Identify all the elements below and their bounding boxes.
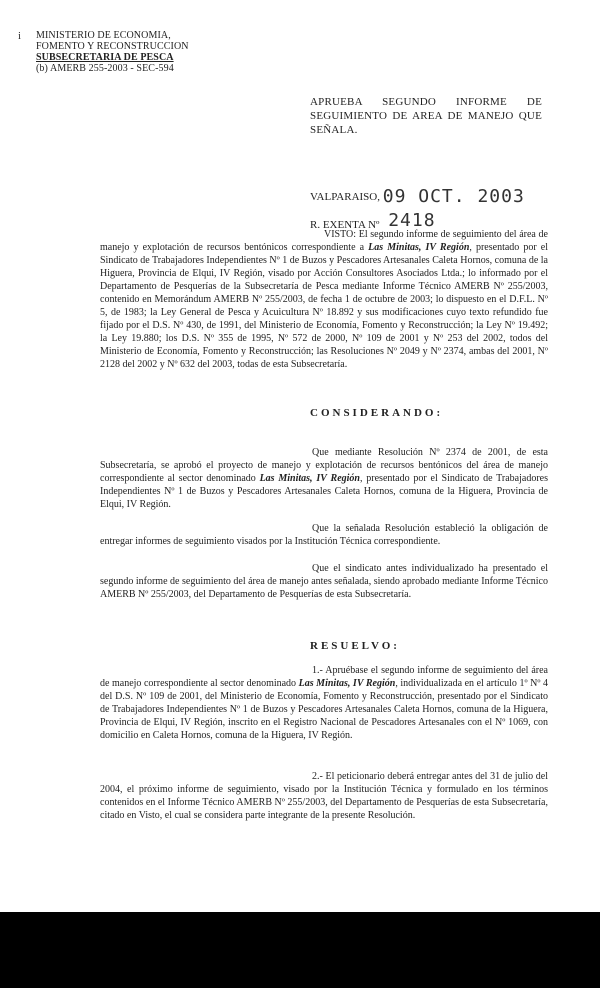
resuelvo-heading: RESUELVO: bbox=[310, 640, 400, 652]
header-line-subsecretaria: SUBSECRETARIA DE PESCA bbox=[36, 52, 174, 63]
visto-sector-name: Las Minitas, IV Región bbox=[368, 242, 470, 253]
margin-mark: i bbox=[18, 30, 22, 42]
header-line-ministry: MINISTERIO DE ECONOMIA, bbox=[36, 30, 171, 41]
considerando-heading: CONSIDERANDO: bbox=[310, 407, 444, 419]
resuelvo-paragraph-1: 1.- Apruébase el segundo informe de seguimiento del área de manejo correspondiente al sector denominado Las Minitas, IV Región, individualizada en el artículo 1º Nº 4 del D.S. Nº 109 de 2001, del Ministerio de Economía, Fomento y Reconstrucción, presentado por el Sindicato de Trabajadores Independientes Nº 1 de Buzos y Pescadores Artesanales Caleta Hornos, comuna de la Higuera, Provincia de Elqui, IV Región, inscrito en el Registro Nacional de Pescadores Artesanales con el Nº 1069, con domicilio en Caleta Hornos, comuna de la Higuera, IV Región. bbox=[100, 665, 548, 741]
resuelvo-paragraph-2: 2.- El peticionario deberá entregar antes del 31 de julio del 2004, el próximo informe de seguimiento, visado por la Institución Técnica y formulado en los términos contenidos en el Informe Técnico AMERB Nº 255/2003, del Departamento de Pesquerías de esta Subsecretaría, citado en Visto, el cual se considera parte integrante de la presente Resolución. bbox=[100, 771, 548, 821]
scan-bottom-border bbox=[0, 912, 600, 988]
resuelvo-sector-name: Las Minitas, IV Región bbox=[298, 678, 396, 689]
date-stamp: 09 OCT. 2003 bbox=[382, 186, 525, 207]
exenta-number-stamp: 2418 bbox=[388, 210, 436, 231]
place-date bbox=[310, 186, 525, 207]
considerando-paragraph-1: Que mediante Resolución Nº 2374 de 2001, de esta Subsecretaría, se aprobó el proyecto de manejo y explotación de recursos bentónicos del área de manejo correspondiente al sector denominado Las Minitas, IV Región, presentado por el Sindicato de Trabajadores Independientes Nº 1 de Buzos y Pescadores Artesanales Caleta Hornos, comuna de la Higuera, Provincia de Elqui, IV Región. bbox=[100, 447, 548, 510]
header-line-reference: (b) AMERB 255-2003 - SEC-594 bbox=[36, 63, 174, 74]
ministry-header bbox=[36, 30, 189, 74]
header-line-fomento: FOMENTO Y RECONSTRUCCION bbox=[36, 41, 189, 52]
considerando-paragraph-2: Que la señalada Resolución estableció la obligación de entregar informes de seguimiento visados por la Institución Técnica correspondiente. bbox=[100, 523, 548, 547]
exenta-label: R. EXENTA Nº bbox=[310, 219, 380, 231]
place-label: VALPARAISO, bbox=[310, 191, 380, 203]
document-subject: APRUEBA SEGUNDO INFORME DE SEGUIMIENTO DE AREA DE MANEJO QUE SEÑALA. bbox=[310, 96, 542, 136]
considerando-sector-name: Las Minitas, IV Región bbox=[259, 473, 360, 484]
visto-paragraph: VISTO: El segundo informe de seguimiento del área de manejo y explotación de recursos bentónicos correspondiente a Las Minitas, IV Región, presentado por el Sindicato de Trabajadores Independientes Nº 1 de Buzos y Pescadores Artesanales Caleta Hornos, comuna de la Higuera, Provincia de Elqui, IV Región, visado por Acción Consultores Asociados Ltda.; lo informado por el Departamento de Pesquerías de la Subsecretaría de Pesca mediante Informe Técnico AMERB Nº 255/2003, contenido en Memorándum AMERB Nº 255/2003, de fecha 1 de octubre de 2003; lo dispuesto en el D.F.L. Nº 5, de 1983; la Ley General de Pesca y Acuicultura Nº 18.892 y sus modificaciones cuyo texto refundido fue fijado por el D.S. Nº 430, de 1991, del Ministerio de Economía, Fomento y Reconstrucción; la Ley Nº 19.492; la Ley 19.880; los D.S. Nº 355 de 1995, Nº 572 de 2000, Nº 109 de 2001 y Nº 253 del 2002, todos del Ministerio de Economía, Fomento y Reconstrucción; las Resoluciones Nº 2049 y Nº 2374, ambas del 2001, Nº 2128 del 2002 y Nº 632 del 2003, todas de esta Subsecretaría. bbox=[100, 229, 548, 370]
considerando-paragraph-3: Que el sindicato antes individualizado ha presentado el segundo informe de seguimiento del área de manejo antes señalada, siendo aprobado mediante Informe Técnico AMERB Nº 255/2003, del Departamento de Pesquerías de esta Subsecretaría. bbox=[100, 563, 548, 600]
